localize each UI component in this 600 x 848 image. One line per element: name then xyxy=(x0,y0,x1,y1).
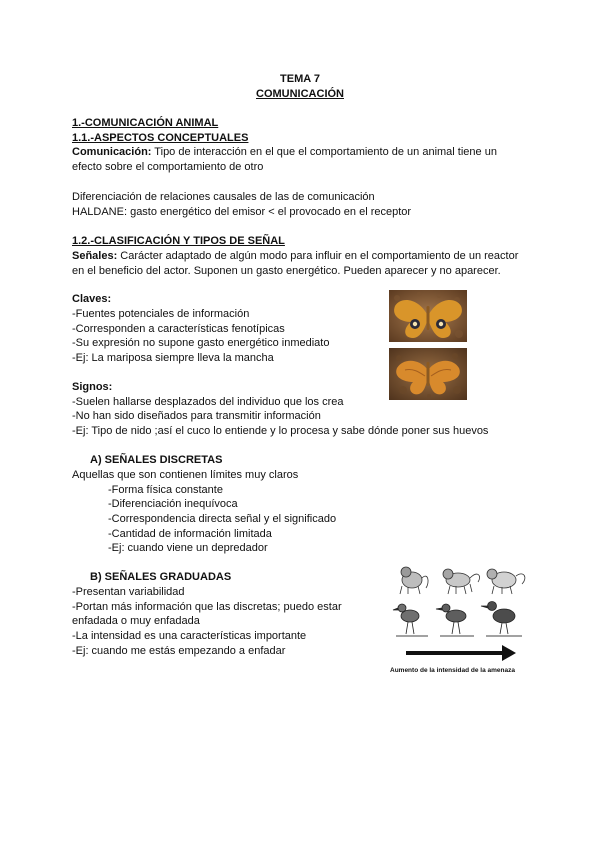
section1-heading: 1.-COMUNICACIÓN ANIMAL xyxy=(72,117,219,129)
discretas-item: -Correspondencia directa señal y el significado xyxy=(108,513,337,525)
claves-heading: Claves: xyxy=(72,293,112,305)
section2-heading: 1.2.-CLASIFICACIÓN Y TIPOS DE SEÑAL xyxy=(72,235,285,247)
threat-intensity-figure xyxy=(392,562,532,680)
section1-definition-line1 xyxy=(72,145,497,159)
section1-line4: HALDANE: gasto energético del emisor < el provocado en el receptor xyxy=(72,206,412,218)
moth-wings-closed-image xyxy=(389,348,467,400)
senales-definition: Carácter adaptado de algún modo para influir en el comportamiento de un reactor xyxy=(117,250,519,262)
figure-caption: Aumento de la intensidad de la amenaza xyxy=(390,667,515,674)
claves-item: -Fuentes potenciales de información xyxy=(72,308,250,320)
bird-illustration xyxy=(393,604,428,636)
discretas-intro: Aquellas que son contienen límites muy claros xyxy=(72,469,299,481)
graduadas-heading: B) SEÑALES GRADUADAS xyxy=(90,571,232,583)
section2-definition-line1 xyxy=(72,249,518,263)
discretas-item: -Diferenciación inequívoca xyxy=(108,498,238,510)
claves-item: -Su expresión no supone gasto energético inmediato xyxy=(72,337,330,349)
signos-item: -Ej: Tipo de nido ;así el cuco lo entiende y lo procesa y sabe dónde poner sus huevos xyxy=(72,425,489,437)
claves-item: -Corresponden a características fenotípicas xyxy=(72,323,285,335)
signos-heading: Signos: xyxy=(72,381,113,393)
signos-item: -No han sido diseñados para transmitir información xyxy=(72,410,321,422)
graduadas-item: -Portan más información que las discretas; puedo estar xyxy=(72,601,342,613)
comunicacion-definition: Tipo de interacción en el que el comportamiento de un animal tiene un xyxy=(151,146,497,158)
graduadas-item: -La intensidad es una características importante xyxy=(72,630,307,642)
graduadas-item: -Ej: cuando me estás empezando a enfadar xyxy=(72,645,286,657)
claves-item: -Ej: La mariposa siempre lleva la mancha xyxy=(72,352,274,364)
bird-illustration xyxy=(436,604,474,636)
graduadas-item: -Presentan variabilidad xyxy=(72,586,185,598)
graduadas-item: enfadada o muy enfadada xyxy=(72,615,200,627)
monkey-illustration xyxy=(400,567,428,594)
moth-wings-open-image xyxy=(389,290,467,342)
discretas-heading: A) SEÑALES DISCRETAS xyxy=(90,454,223,466)
section2-definition-line2: en el beneficio del actor. Suponen un gasto energético. Pueden aparecer y no aparecer. xyxy=(72,265,501,277)
senales-term: Señales: xyxy=(72,250,118,262)
arrow-right-icon xyxy=(406,645,516,661)
section1-subheading: 1.1.-ASPECTOS CONCEPTUALES xyxy=(72,132,249,144)
section1-line3: Diferenciación de relaciones causales de las de comunicación xyxy=(72,191,375,203)
monkey-illustration xyxy=(487,569,525,594)
discretas-item: -Ej: cuando viene un depredador xyxy=(108,542,268,554)
comunicacion-term: Comunicación: xyxy=(72,146,152,158)
signos-item: -Suelen hallarse desplazados del individuo que los crea xyxy=(72,396,344,408)
document-subtitle: COMUNICACIÓN xyxy=(256,88,344,100)
bird-illustration xyxy=(481,602,522,637)
monkey-illustration xyxy=(443,569,480,594)
discretas-item: -Cantidad de información limitada xyxy=(108,528,272,540)
document-title: TEMA 7 xyxy=(280,73,320,85)
discretas-item: -Forma física constante xyxy=(108,484,223,496)
section1-definition-line2: efecto sobre el comportamiento de otro xyxy=(72,161,264,173)
